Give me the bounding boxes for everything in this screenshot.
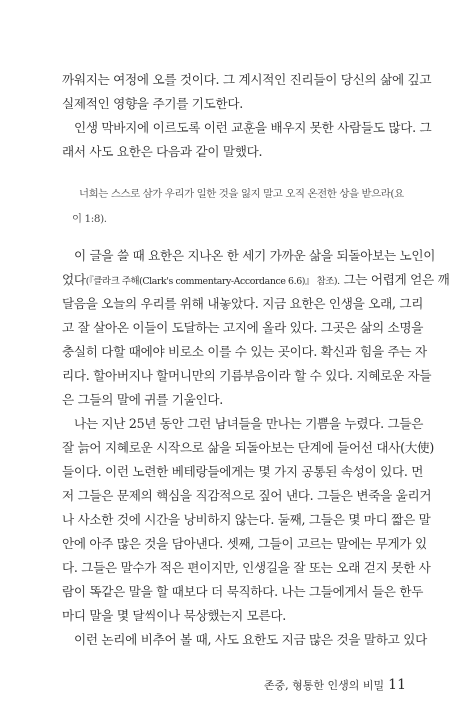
body-line-18: 다. 그들은 말수가 적은 편이지만, 인생길을 잘 또는 오래 걷지 못한 사 — [62, 560, 431, 575]
body-line-6-end: 그는 어렵게 얻은 깨 — [343, 272, 450, 287]
body-line-16: 나 사소한 것에 시간을 낭비하지 않는다. 둘째, 그들은 몇 마디 짧은 말 — [62, 512, 431, 527]
body-line-6 — [62, 272, 450, 290]
body-line-20: 마디 말을 몇 달씩이나 묵상했는지 모른다. — [62, 608, 286, 623]
body-line-1: 까워지는 여정에 오를 것이다. 그 계시적인 진리들이 당신의 삶에 깊고 — [62, 72, 432, 87]
body-line-12: 나는 지난 25년 동안 그런 남녀들을 만나는 기쁨을 누렸다. 그들은 — [74, 416, 424, 431]
page-footer — [264, 677, 406, 693]
body-line-17: 안에 아주 많은 것을 담아낸다. 셋째, 그들이 고르는 말에는 무게가 있 — [62, 536, 427, 551]
body-line-8: 고 잘 살아온 이들이 도달하는 고지에 올라 있다. 그곳은 삶의 소명을 — [62, 320, 424, 335]
body-line-4: 래서 사도 요한은 다음과 같이 말했다. — [62, 144, 263, 159]
body-line-2: 실제적인 영향을 주기를 기도한다. — [62, 96, 243, 111]
running-title: 존중, 형통한 인생의 비밀 — [263, 679, 385, 692]
body-line-10: 리다. 할아버지나 할머니만의 기름부음이라 할 수 있다. 지혜로운 자들 — [62, 368, 432, 383]
body-line-3: 인생 막바지에 이르도록 이런 교훈을 배우지 못한 사람들도 많다. 그 — [74, 120, 432, 135]
scripture-quote-line-1: 너희는 스스로 삼가 우리가 일한 것을 잃지 말고 오직 온전한 상을 받으라(요 — [79, 188, 404, 200]
body-line-21: 이런 논리에 비추어 볼 때, 사도 요한도 지금 많은 것을 말하고 있다 — [74, 632, 427, 647]
body-line-9: 충실히 다할 때에야 비로소 이를 수 있는 곳이다. 확신과 힘을 주는 자 — [62, 344, 427, 359]
body-line-14: 들이다. 이런 노련한 베테랑들에게는 몇 가지 공통된 속성이 있다. 먼 — [62, 464, 424, 479]
body-line-5: 이 글을 쓸 때 요한은 지나온 한 세기 가까운 삶을 되돌아보는 노인이 — [74, 248, 436, 263]
body-line-15: 저 그들은 문제의 핵심을 직감적으로 짚어 낸다. 그들은 변죽을 울리거 — [62, 488, 432, 503]
body-line-6-start: 었다 — [62, 272, 86, 287]
citation: (『클라크 주해(Clark's commentary-Accordance 6.6)』 참조). — [85, 276, 340, 287]
body-line-7: 달음을 오늘의 우리를 위해 내놓았다. 지금 요한은 인생을 오래, 그리 — [62, 296, 424, 311]
body-line-13: 잘 늙어 지혜로운 시작으로 삶을 되돌아보는 단계에 들어선 대사(大使) — [62, 440, 434, 455]
scripture-quote-line-2: 이 1:8). — [72, 213, 107, 225]
body-line-11: 은 그들의 말에 귀를 기울인다. — [62, 392, 223, 407]
body-line-19: 람이 똑같은 말을 할 때보다 더 묵직하다. 나는 그들에게서 들은 한두 — [62, 584, 424, 599]
page-number: 11 — [388, 677, 406, 693]
